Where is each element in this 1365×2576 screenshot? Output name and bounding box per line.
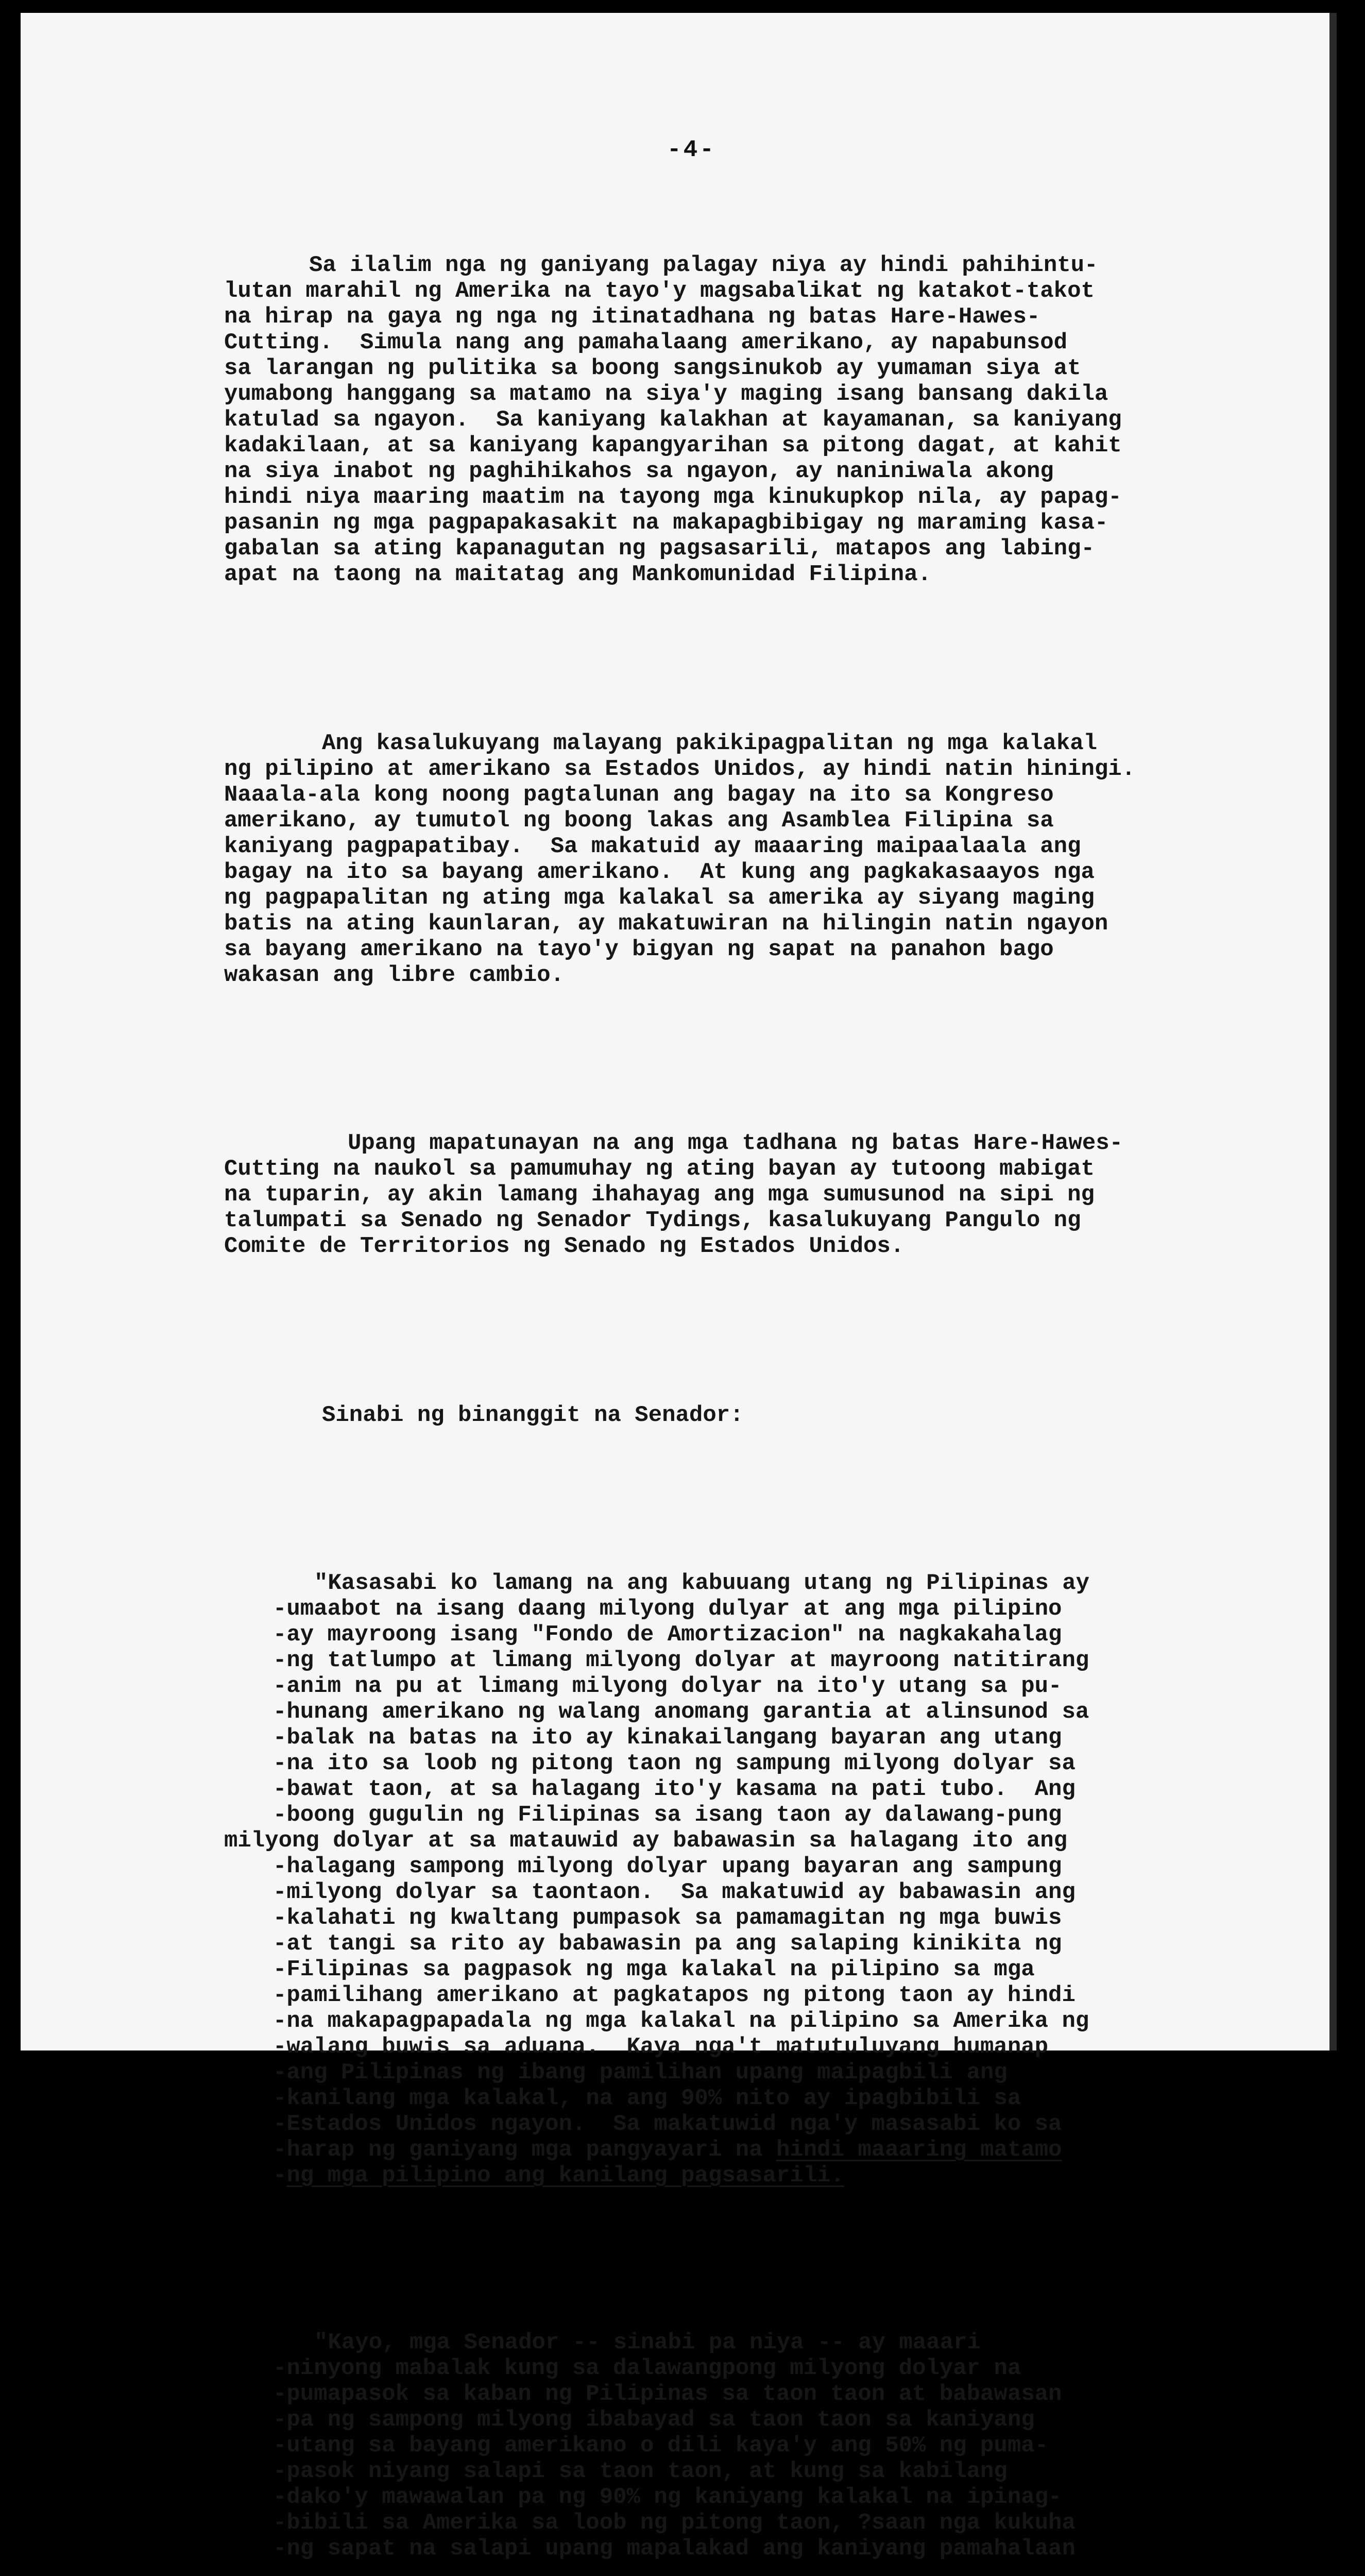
text-line: batis na ating kaunlaran, ay makatuwiran na hilingin natin ngayon: [224, 911, 1108, 937]
text-span: "Kasasabi ko lamang na ang kabuuang utang ng Pilipinas ay: [314, 1570, 1090, 1596]
text-line: [273, 2137, 1295, 2163]
text-line: [273, 2111, 1295, 2137]
text-line: na tuparin, ay akin lamang ihahayag ang mga sumusunod na sipi ng: [224, 1182, 1095, 1208]
text-span: -boong gugulin ng Filipinas sa isang taon ay dalawang-pung: [273, 1802, 1062, 1828]
paragraph-1: [224, 252, 1295, 587]
text-line: [273, 1751, 1295, 1776]
text-line: Comite de Territorios ng Senado ng Estados Unidos.: [224, 1233, 905, 1259]
text-line: Naaala-ala kong noong pagtalunan ang bagay na ito sa Kongreso: [224, 782, 1054, 808]
text-line: pasanin ng mga pagpapakasakit na makapagbibigay ng maraming kasa-: [224, 510, 1108, 536]
document-page: [21, 13, 1337, 2562]
text-line: kadakilaan, at sa kaniyang kapangyarihan sa pitong dagat, at kahit: [224, 433, 1122, 459]
paragraph-2: [224, 731, 1295, 988]
paragraph-4: Sinabi ng binanggit na Senador:: [322, 1402, 744, 1428]
text-line: kaniyang pagpapatibay. Sa makatuid ay maaaring maipaalaala ang: [224, 834, 1081, 859]
text-line: katulad sa ngayon. Sa kaniyang kalakhan at kayamanan, sa kaniyang: [224, 407, 1122, 433]
underlined-phrase: hindi maaaring matamo: [776, 2137, 1062, 2163]
text-span: -na makapagpapadala ng mga kalakal na pilipino sa Amerika ng: [273, 2008, 1089, 2034]
quote-paragraph-1: [224, 1570, 1295, 2189]
text-line: Upang mapatunayan na ang mga tadhana ng batas Hare-Hawes-: [348, 1130, 1123, 1156]
quote-paragraph-2: [224, 2330, 1295, 2562]
page-number: -4-: [667, 137, 716, 163]
text-span: -harap ng ganiyang mga pangyayari na: [273, 2137, 776, 2163]
text-line: [273, 1931, 1295, 1957]
text-line: [224, 1828, 1295, 1854]
text-line: Cutting. Simula nang ang pamahalaang amerikano, ay napabunsod: [224, 330, 1068, 355]
text-line: "Kayo, mga Senador -- sinabi pa niya -- ay maaari: [314, 2330, 981, 2355]
text-line: -pa ng sampong milyong ibabayad sa taon taon sa kaniyang: [273, 2407, 1035, 2433]
text-span: -Filipinas sa pagpasok ng mga kalakal na pilipino sa mga: [273, 1957, 1035, 1982]
text-line: Cutting na naukol sa pamumuhay ng ating bayan ay tutoong mabigat: [224, 1156, 1095, 1182]
text-span: -anim na pu at limang milyong dolyar na ito'y utang sa pu-: [273, 1673, 1062, 1699]
text-line: talumpati sa Senado ng Senador Tydings, kasalukuyang Pangulo ng: [224, 1208, 1081, 1233]
text-line: [273, 1957, 1295, 1982]
text-line: na siya inabot ng paghihikahos sa ngayon, ay naniniwala akong: [224, 459, 1054, 484]
text-line: [273, 2034, 1295, 2060]
text-line: [273, 1854, 1295, 1879]
text-span: -halagang sampong milyong dolyar upang bayaran ang sampung: [273, 1854, 1062, 1879]
text-line: lutan marahil ng Amerika na tayo'y magsabalikat ng katakot-takot: [224, 278, 1095, 304]
text-line: [273, 1982, 1295, 2008]
text-line: -ninyong mabalak kung sa dalawangpong milyong dolyar na: [273, 2355, 1021, 2381]
paragraph-3: [224, 1130, 1295, 1259]
text-line: [273, 1596, 1295, 1622]
text-line: Ang kasalukuyang malayang pakikipagpalitan ng mga kalakal: [322, 731, 1098, 756]
text-span: -kanilang mga kalakal, na ang 90% nito ay ipagbibili sa: [273, 2086, 1021, 2111]
text-span: -Estados Unidos ngayon. Sa makatuwid nga'y masasabi ko sa: [273, 2111, 1062, 2137]
text-line: [273, 1725, 1295, 1751]
text-span: -umaabot na isang daang milyong dulyar at ang mga pilipino: [273, 1596, 1062, 1622]
text-span: -ang Pilipinas ng ibang pamilihan upang maipagbili ang: [273, 2060, 1008, 2086]
text-line: ng pagpapalitan ng ating mga kalakal sa amerika ay siyang maging: [224, 885, 1095, 911]
text-line: -pasok niyang salapi sa taon taon, at kung sa kabilang: [273, 2459, 1008, 2484]
text-line: gabalan sa ating kapanagutan ng pagsasarili, matapos ang labing-: [224, 536, 1095, 562]
text-line: na hirap na gaya ng nga ng itinatadhana ng batas Hare-Hawes-: [224, 304, 1040, 330]
text-line: yumabong hanggang sa matamo na siya'y maging isang bansang dakila: [224, 381, 1108, 407]
document-body: [224, 201, 1295, 2576]
text-span: -kalahati ng kwaltang pumpasok sa pamamagitan ng mga buwis: [273, 1905, 1062, 1931]
text-span: -pamilihang amerikano at pagkatapos ng pitong taon ay hindi: [273, 1982, 1076, 2008]
text-span: -at tangi sa rito ay babawasin pa ang salaping kinikita ng: [273, 1931, 1062, 1957]
text-line: apat na taong na maitatag ang Mankomunidad Filipina.: [224, 562, 932, 587]
text-line: sa larangan ng pulitika sa boong sangsinukob ay yumaman siya at: [224, 355, 1081, 381]
text-line: -bibili sa Amerika sa loob ng pitong taon, ?saan nga kukuha: [273, 2510, 1076, 2536]
text-line: -ng sapat na salapi upang mapalakad ang kaniyang pamahalaan: [273, 2536, 1076, 2562]
text-span: -na ito sa loob ng pitong taon ng sampung milyong dolyar sa: [273, 1751, 1076, 1776]
text-line: ng pilipino at amerikano sa Estados Unidos, ay hindi natin hiningi.: [224, 756, 1136, 782]
text-line: hindi niya maaring maatim na tayong mga kinukupkop nila, ay papag-: [224, 484, 1122, 510]
text-span: -walang buwis sa aduana. Kaya nga't matutuluyang humanap: [273, 2034, 1049, 2060]
text-line: [273, 2086, 1295, 2111]
text-line: bagay na ito sa bayang amerikano. At kung ang pagkakasaayos nga: [224, 859, 1095, 885]
text-line: -utang sa bayang amerikano o dili kaya'y ang 50% ng puma-: [273, 2433, 1049, 2459]
text-line: amerikano, ay tumutol ng boong lakas ang Asamblea Filipina sa: [224, 808, 1054, 834]
text-span: -hunang amerikano ng walang anomang garantia at alinsunod sa: [273, 1699, 1089, 1725]
text-line: -pumapasok sa kaban ng Pilipinas sa taon taon at babawasan: [273, 2381, 1062, 2407]
text-span: -ay mayroong isang "Fondo de Amortizacion" na nagkakahalag: [273, 1622, 1062, 1648]
text-span: milyong dolyar at sa matauwid ay babawasin sa halagang ito ang: [224, 1828, 1068, 1854]
line-prefix: -: [273, 2163, 287, 2189]
text-span: -milyong dolyar sa taontaon. Sa makatuwid ay babawasin ang: [273, 1879, 1076, 1905]
underlined-phrase: ng mga pilipino ang kanilang pagsasarili.: [286, 2163, 844, 2189]
text-line: Sa ilalim nga ng ganiyang palagay niya ay hindi pahihintu-: [309, 252, 1098, 278]
text-line: [273, 2008, 1295, 2034]
text-span: -balak na batas na ito ay kinakailangang bayaran ang utang: [273, 1725, 1062, 1751]
text-line: [273, 1622, 1295, 1648]
text-line: [273, 1699, 1295, 1725]
text-line: [273, 1879, 1295, 1905]
text-line: [273, 1648, 1295, 1673]
text-line: [273, 1776, 1295, 1802]
text-span: -ng tatlumpo at limang milyong dolyar at mayroong natitirang: [273, 1648, 1089, 1673]
text-line: sa bayang amerikano na tayo'y bigyan ng sapat na panahon bago: [224, 937, 1054, 962]
text-line: [273, 1673, 1295, 1699]
text-span: -bawat taon, at sa halagang ito'y kasama na pati tubo. Ang: [273, 1776, 1076, 1802]
text-line: [273, 1802, 1295, 1828]
text-line: [273, 1570, 1295, 1596]
text-line: [273, 1905, 1295, 1931]
text-line: [273, 2163, 1295, 2189]
text-line: wakasan ang libre cambio.: [224, 962, 565, 988]
text-line: -dako'y mawawalan pa ng 90% ng kaniyang kalakal na ipinag-: [273, 2484, 1062, 2510]
